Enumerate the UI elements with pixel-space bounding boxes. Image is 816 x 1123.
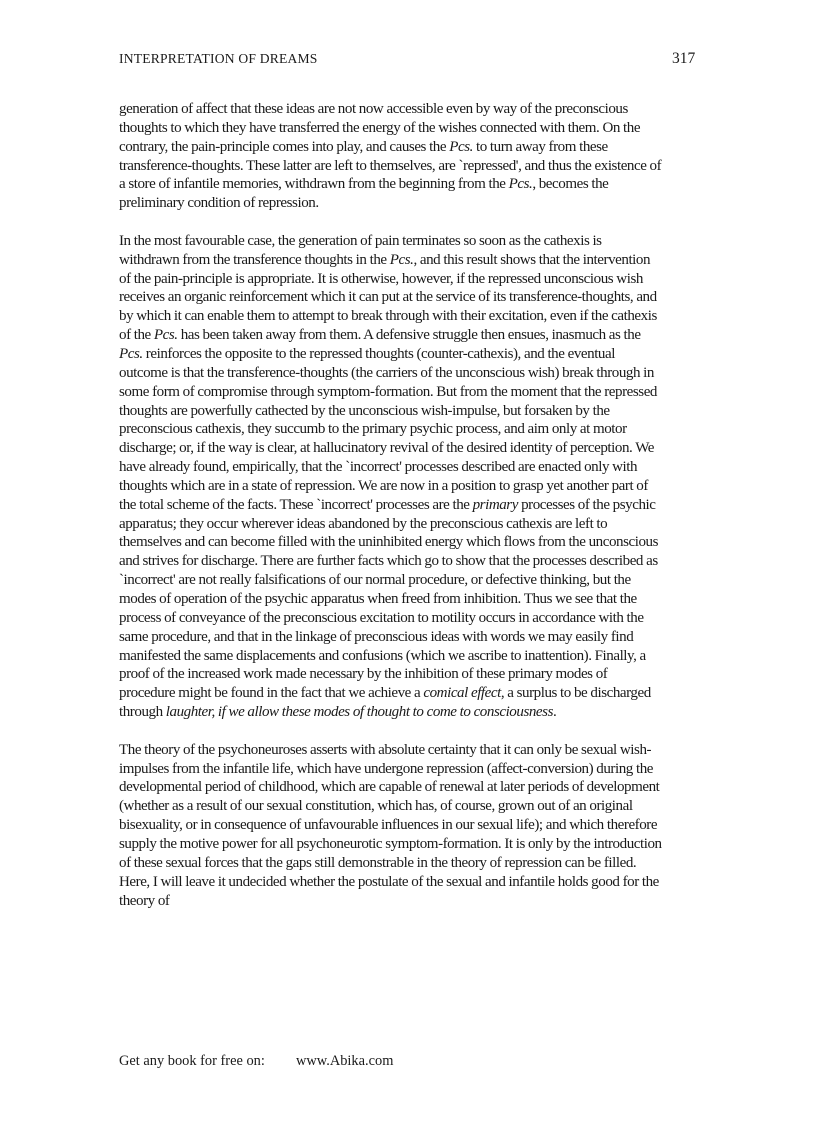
page-number: 317 — [672, 50, 696, 67]
body-text — [119, 100, 664, 910]
running-header-title: INTERPRETATION OF DREAMS — [119, 51, 318, 66]
footer-label: Get any book for free on: — [119, 1053, 265, 1069]
paragraph-2: In the most favourable case, the generation of pain terminates so soon as the cathexis is withdrawn from the transference thoughts in the Pcs., and this result shows that the intervention of the pain-principle is appropriate. It is otherwise, however, if the repressed unconscious wish receives an organic reinforcement which it can put at the service of its transference-thoughts, and by which it can enable them to attempt to break through with their excitation, even if the cathexis of the Pcs. has been taken away from them. A defensive struggle then ensues, inasmuch as the Pcs. reinforces the opposite to the repressed thoughts (counter-cathexis), and the eventual outcome is that the transference-thoughts (the carriers of the unconscious wish) break through in some form of compromise through symptom-formation. But from the moment that the repressed thoughts are powerfully cathected by the unconscious wish-impulse, but forsaken by the preconscious cathexis, they succumb to the primary psychic process, and aim only at motor discharge; or, if the way is clear, at hallucinatory revival of the desired identity of perception. We have already found, empirically, that the `incorrect' processes described are enacted only with thoughts which are in a state of repression. We are now in a position to grasp yet another part of the total scheme of the facts. These `incorrect' processes are the primary processes of the psychic apparatus; they occur wherever ideas abandoned by the preconscious cathexis are left to themselves and can become filled with the uninhibited energy which flows from the unconscious and strives for discharge. There are further facts which go to show that the processes described as `incorrect' are not really falsifications of our normal procedure, or defective thinking, but the modes of operation of the psychic apparatus when freed from inhibition. Thus we see that the process of conveyance of the preconscious excitation to motility occurs in accordance with the same procedure, and that in the linkage of preconscious ideas with words we may easily find manifested the same displacements and confusions (which we ascribe to inattention). Finally, a proof of the increased work made necessary by the inhibition of these primary modes of procedure might be found in the fact that we achieve a comical effect, a surplus to be discharged through laughter, if we allow these modes of thought to come to consciousness. — [119, 232, 659, 721]
footer-link[interactable]: www.Abika.com — [296, 1053, 394, 1069]
paragraph-3: The theory of the psychoneuroses asserts with absolute certainty that it can only be sexual wish-impulses from the infantile life, which have undergone repression (affect-conversion) during the developmental period of childhood, which are capable of renewal at later periods of development (whether as a result of our sexual constitution, which has, of course, grown out of an original bisexuality, or in consequence of unfavourable influences in our sexual life); and which therefore supply the motive power for all psychoneurotic symptom-formation. It is only by the introduction of these sexual forces that the gaps still demonstrable in the theory of repression can be filled. Here, I will leave it undecided whether the postulate of the sexual and infantile holds good for the theory of — [119, 741, 662, 909]
paragraph-1: generation of affect that these ideas are not now accessible even by way of the preconscious thoughts to which they have transferred the energy of the wishes connected with them. On the contrary, the pain-principle comes into play, and causes the Pcs. to turn away from these transference-thoughts. These latter are left to themselves, are `repressed', and thus the existence of a store of infantile memories, withdrawn from the beginning from the Pcs., becomes the preliminary condition of repression. — [119, 101, 662, 212]
